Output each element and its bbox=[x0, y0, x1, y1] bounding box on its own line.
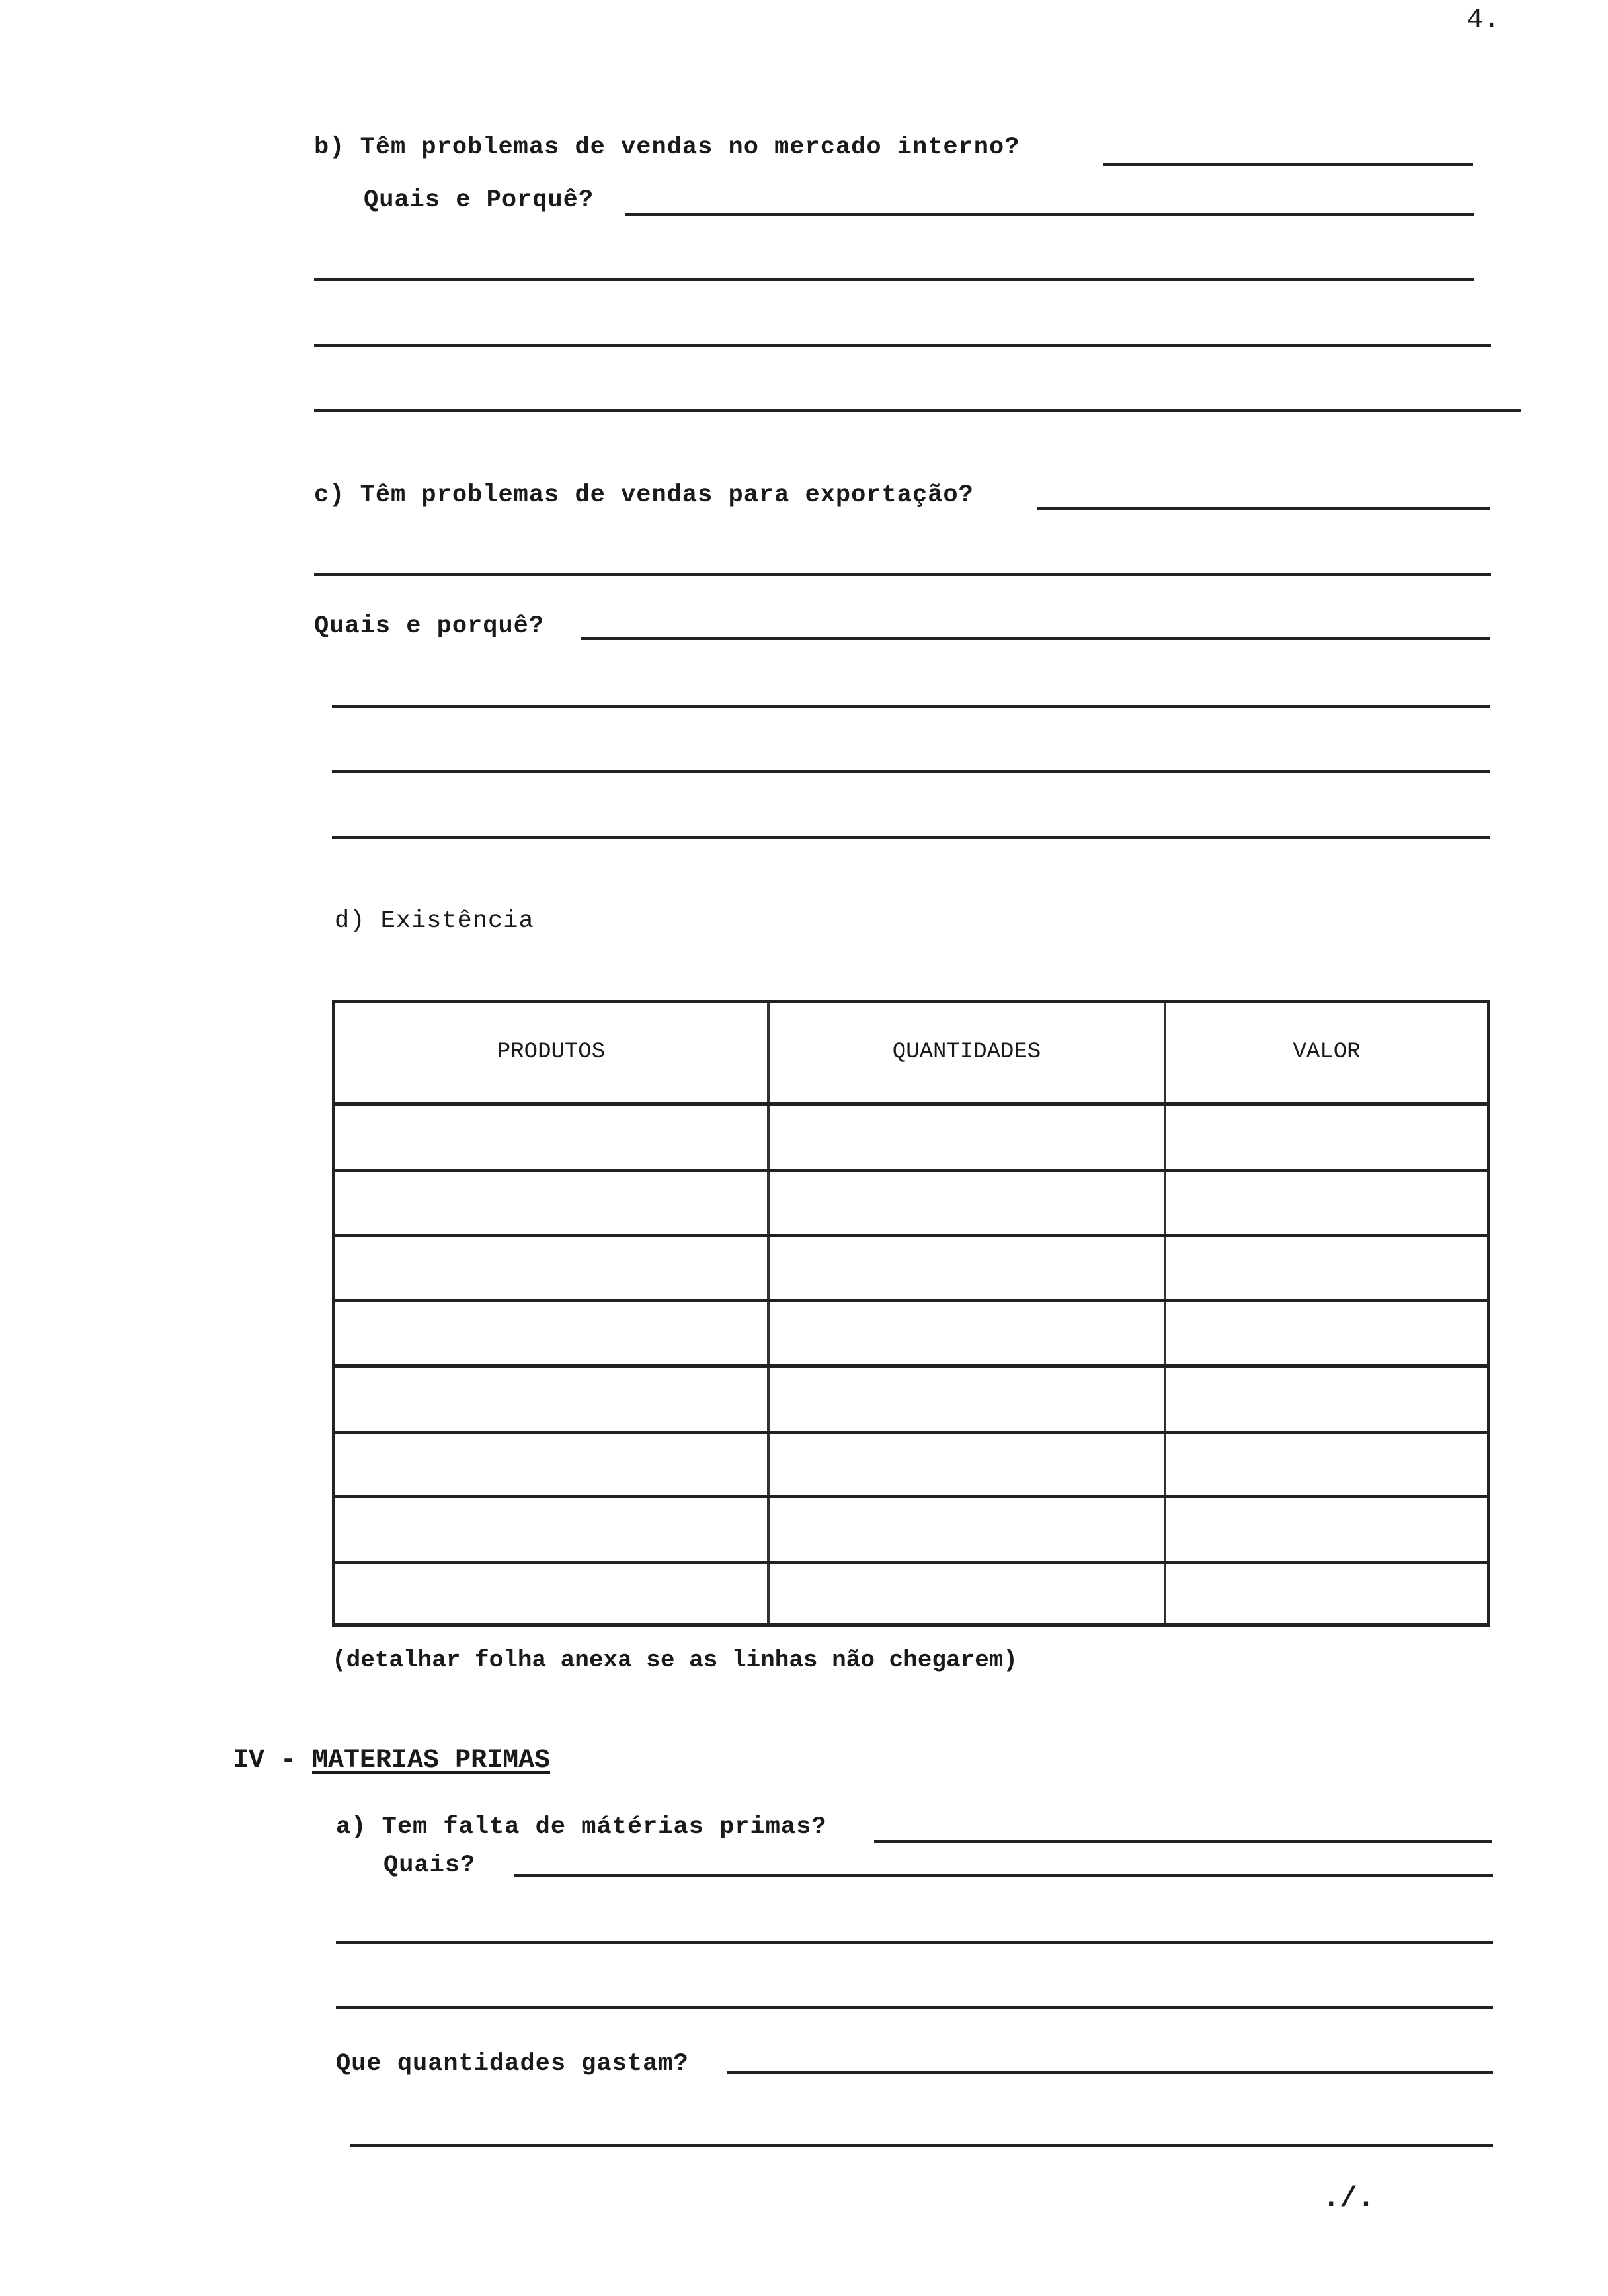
existence-table bbox=[332, 1000, 1490, 1627]
table-cell[interactable] bbox=[770, 1106, 1162, 1167]
answer-line-c-2[interactable] bbox=[332, 705, 1490, 708]
table-cell[interactable] bbox=[770, 1498, 1162, 1559]
table-cell[interactable] bbox=[770, 1434, 1162, 1494]
table-cell[interactable] bbox=[335, 1564, 765, 1623]
table-cell[interactable] bbox=[1166, 1564, 1487, 1623]
table-cell[interactable] bbox=[1166, 1302, 1487, 1363]
followup-iv-a: Quais? bbox=[383, 1852, 476, 1879]
table-cell[interactable] bbox=[1166, 1498, 1487, 1559]
table-cell[interactable] bbox=[1166, 1434, 1487, 1494]
answer-line-iv-1[interactable] bbox=[336, 1941, 1493, 1944]
answer-line-c[interactable] bbox=[1037, 507, 1490, 510]
quantity-question: Que quantidades gastam? bbox=[336, 2050, 689, 2078]
table-cell[interactable] bbox=[770, 1172, 1162, 1233]
answer-line-iv-2[interactable] bbox=[336, 2006, 1493, 2009]
table-cell[interactable] bbox=[335, 1106, 765, 1167]
answer-line-iv-which[interactable] bbox=[514, 1874, 1493, 1877]
table-cell[interactable] bbox=[1166, 1106, 1487, 1167]
question-iv-a: a) Tem falta de mátérias primas? bbox=[336, 1813, 827, 1841]
table-cell[interactable] bbox=[770, 1237, 1162, 1298]
answer-line-b-why[interactable] bbox=[625, 213, 1474, 216]
section-d-title: d) Existência bbox=[335, 907, 534, 935]
table-cell[interactable] bbox=[1166, 1237, 1487, 1298]
table-cell[interactable] bbox=[335, 1498, 765, 1559]
answer-line-b-3[interactable] bbox=[314, 409, 1521, 412]
section-iv-title: MATERIAS PRIMAS bbox=[312, 1746, 551, 1776]
question-b: b) Têm problemas de vendas no mercado interno? bbox=[314, 134, 1020, 161]
table-cell[interactable] bbox=[770, 1564, 1162, 1623]
answer-line-b-1[interactable] bbox=[314, 278, 1474, 281]
answer-line-c-3[interactable] bbox=[332, 770, 1490, 773]
answer-line-b-2[interactable] bbox=[314, 344, 1491, 347]
table-note: (detalhar folha anexa se as linhas não chegarem) bbox=[332, 1647, 1018, 1674]
header-valor: VALOR bbox=[1293, 1040, 1361, 1065]
answer-line-quantity[interactable] bbox=[727, 2071, 1493, 2074]
section-iv-heading bbox=[233, 1746, 550, 1776]
page-number: 4. bbox=[1467, 4, 1500, 36]
table-cell[interactable] bbox=[335, 1434, 765, 1494]
table-cell[interactable] bbox=[335, 1172, 765, 1233]
answer-line-c-1[interactable] bbox=[314, 573, 1491, 576]
header-quantidades: QUANTIDADES bbox=[892, 1040, 1041, 1065]
table-cell[interactable] bbox=[770, 1368, 1162, 1428]
answer-line-c-4[interactable] bbox=[332, 836, 1490, 839]
answer-line-quantity-2[interactable] bbox=[350, 2144, 1493, 2147]
table-cell[interactable] bbox=[335, 1302, 765, 1363]
table-cell[interactable] bbox=[770, 1302, 1162, 1363]
table-cell[interactable] bbox=[1166, 1172, 1487, 1233]
header-produtos: PRODUTOS bbox=[497, 1040, 606, 1065]
continuation-mark: ./. bbox=[1322, 2182, 1375, 2215]
table-cell[interactable] bbox=[1166, 1368, 1487, 1428]
followup-c: Quais e porquê? bbox=[314, 612, 545, 640]
followup-b: Quais e Porquê? bbox=[364, 186, 594, 214]
answer-line-iv-a[interactable] bbox=[874, 1840, 1492, 1843]
table-cell[interactable] bbox=[335, 1237, 765, 1298]
table-cell[interactable] bbox=[335, 1368, 765, 1428]
section-iv-prefix: IV - bbox=[233, 1746, 313, 1776]
answer-line-c-why[interactable] bbox=[581, 637, 1490, 640]
question-c: c) Têm problemas de vendas para exportação? bbox=[314, 481, 974, 509]
answer-line-b[interactable] bbox=[1103, 163, 1473, 166]
